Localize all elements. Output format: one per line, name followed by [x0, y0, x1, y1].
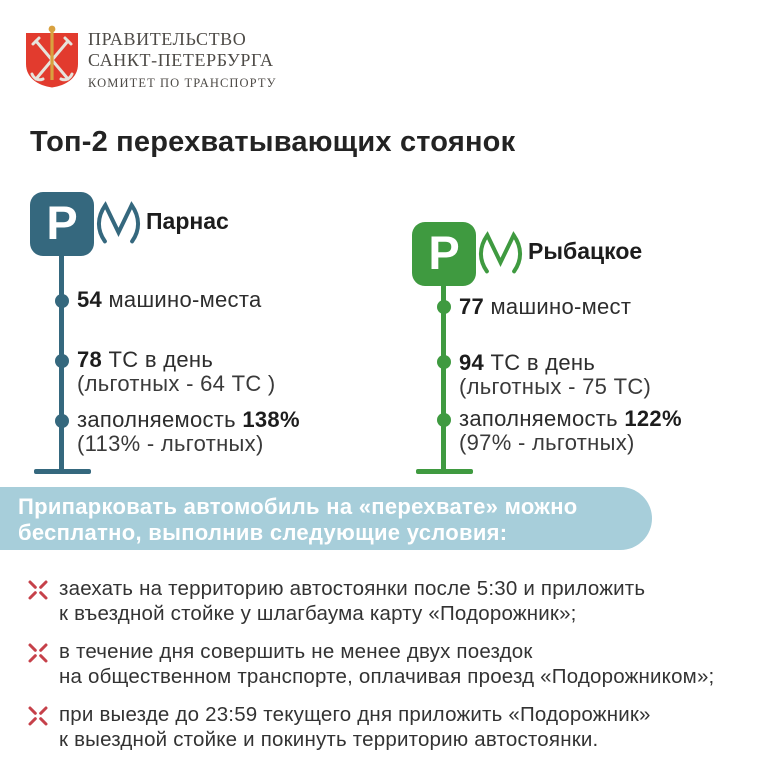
metro-icon — [95, 201, 142, 245]
stat-label: ТС в день — [102, 347, 214, 372]
condition-line1: заехать на территорию автостоянки после 5:30 и приложить — [59, 577, 646, 600]
bullet-dot — [55, 414, 69, 428]
stat-label: машино-мест — [484, 294, 632, 319]
condition-line1: при выезде до 23:59 текущего дня приложить «Подорожник» — [59, 703, 651, 726]
parking-p-sign-icon — [30, 192, 94, 256]
x-marker-icon — [27, 705, 49, 727]
condition-line1: в течение дня совершить не менее двух поездок — [59, 640, 533, 663]
condition-text — [59, 639, 714, 689]
stat-label: ТС в день — [484, 350, 596, 375]
x-marker-icon — [27, 642, 49, 664]
parking-name: Рыбацкое — [528, 238, 643, 264]
stat-label: заполняемость — [459, 406, 625, 431]
conditions-banner — [0, 487, 652, 550]
coat-of-arms-icon — [25, 24, 79, 88]
condition-item — [27, 576, 775, 626]
stat-sub: (97% - льготных) — [459, 430, 635, 455]
committee-name: КОМИТЕТ ПО ТРАНСПОРТУ — [88, 76, 277, 90]
stat-item-daily-vehicles — [77, 348, 276, 396]
page-title: Топ-2 перехватывающих стоянок — [30, 126, 516, 158]
bullet-dot — [55, 354, 69, 368]
condition-text — [59, 702, 651, 752]
stat-line — [459, 295, 631, 319]
banner-text-line2: бесплатно, выполнив следующие условия: — [18, 519, 508, 545]
stat-line — [459, 351, 651, 375]
condition-text — [59, 576, 645, 626]
bullet-dot — [55, 294, 69, 308]
gov-name-line1: ПРАВИТЕЛЬСТВО — [88, 29, 247, 49]
stat-line — [77, 408, 300, 432]
stat-label: машино-места — [102, 287, 262, 312]
bullet-dot — [437, 413, 451, 427]
stat-item-occupancy — [77, 408, 300, 456]
stat-sub: (льготных - 75 ТС) — [459, 374, 652, 399]
stat-value: 122% — [624, 406, 682, 431]
parking-name: Парнас — [146, 208, 229, 234]
parking-sign-letter: Р — [428, 226, 460, 279]
timeline-base — [34, 469, 91, 474]
gov-name-line2: САНКТ-ПЕТЕРБУРГА — [88, 50, 274, 70]
stat-label: заполняемость — [77, 407, 243, 432]
x-marker-icon — [27, 579, 49, 601]
condition-line2: к выездной стойке и покинуть территорию автостоянки. — [59, 728, 599, 751]
bullet-dot — [437, 355, 451, 369]
stat-item-capacity — [77, 288, 262, 312]
stat-item-daily-vehicles — [459, 351, 651, 399]
banner-text-line1: Припарковать автомобиль на «перехвате» можно — [18, 494, 578, 519]
stat-value: 54 — [77, 287, 103, 312]
stat-item-capacity — [459, 295, 631, 319]
condition-line2: к въездной стойке у шлагбаума карту «Подорожник»; — [59, 602, 577, 625]
stat-value: 78 — [77, 347, 103, 372]
stat-line — [459, 407, 682, 431]
conditions-list — [27, 576, 775, 765]
condition-item — [27, 702, 775, 752]
gov-header — [88, 29, 277, 91]
stat-line — [77, 348, 276, 372]
stat-value: 138% — [242, 407, 300, 432]
parking-p-sign-icon — [412, 222, 476, 286]
stat-sub: (льготных - 64 ТС ) — [77, 371, 276, 396]
parking-card-parnas — [30, 192, 395, 474]
metro-icon — [477, 231, 524, 275]
stat-value: 77 — [459, 294, 485, 319]
parking-card-rybatskoe — [412, 222, 777, 474]
stat-line — [77, 288, 262, 312]
stat-value: 94 — [459, 350, 485, 375]
stat-sub: (113% - льготных) — [77, 431, 264, 456]
condition-item — [27, 639, 775, 689]
stat-item-occupancy — [459, 407, 682, 455]
parking-sign-letter: Р — [46, 196, 78, 249]
bullet-dot — [437, 300, 451, 314]
condition-line2: на общественном транспорте, оплачивая проезд «Подорожником»; — [59, 665, 715, 688]
timeline-base — [416, 469, 473, 474]
